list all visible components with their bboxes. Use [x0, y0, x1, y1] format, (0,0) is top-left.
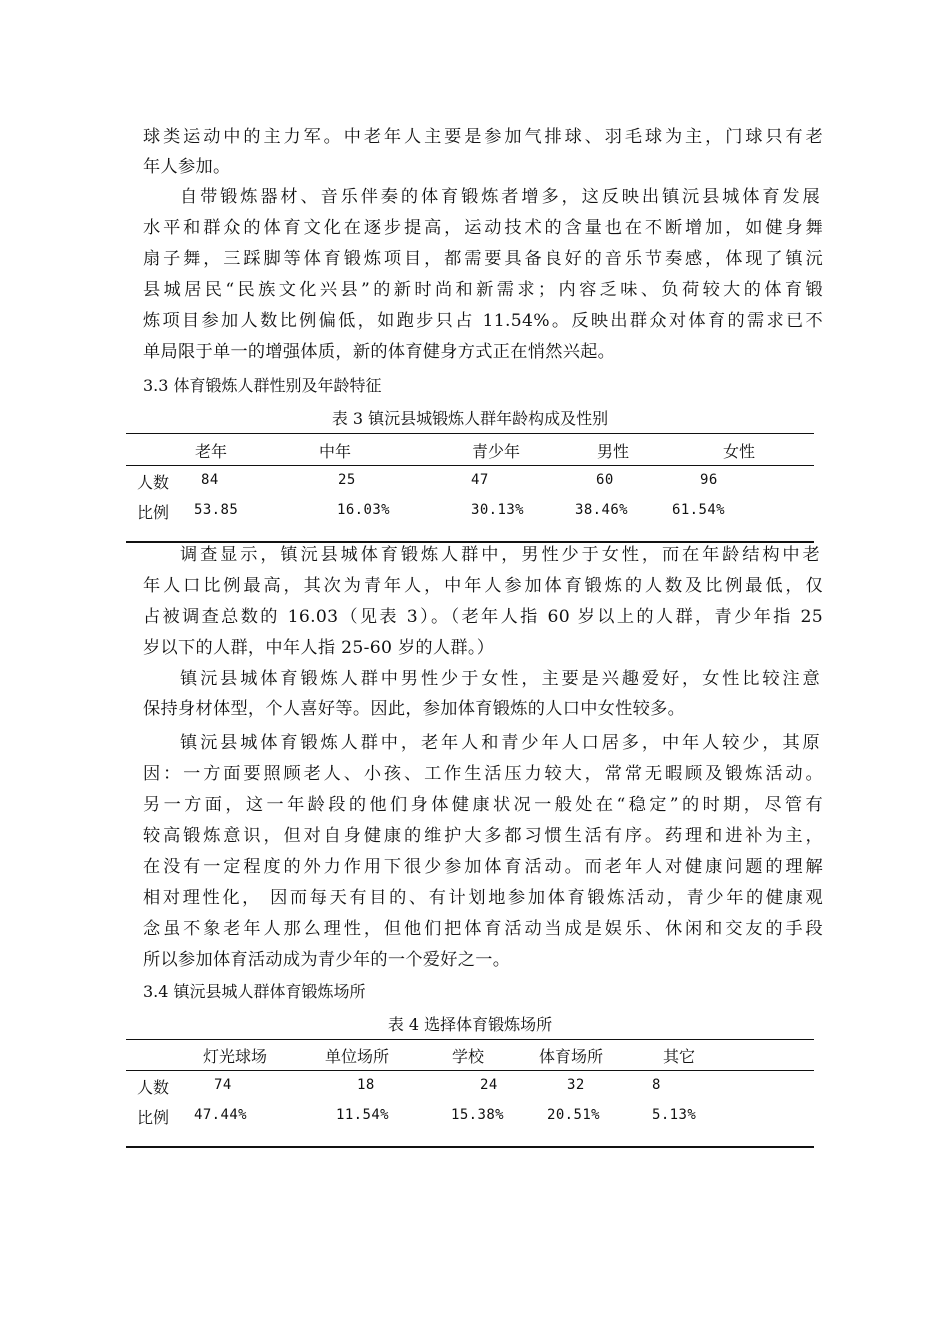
table-4-header-cell: 灯光球场 — [203, 1047, 268, 1066]
paragraph-5-line-6: 相对理性化， 因而每天有目的、有计划地参加体育锻炼活动，青少年的健康观 — [143, 888, 823, 908]
table-3-cell: 61.54% — [672, 502, 725, 518]
table-3-header-cell: 女性 — [723, 442, 756, 461]
table-4-cell: 15.38% — [451, 1107, 504, 1123]
paragraph-5-line-8: 所以参加体育活动成为青少年的一个爱好之一。 — [143, 950, 511, 970]
table-4-cell: 5.13% — [652, 1107, 697, 1123]
table-3-cell: 84 — [201, 472, 219, 488]
table-3-row-label: 人数 — [137, 473, 170, 492]
table-4-cell: 11.54% — [336, 1107, 389, 1123]
table-3-cell: 30.13% — [471, 502, 524, 518]
paragraph-2-line-6: 单局限于单一的增强体质，新的体育健身方式正在悄然兴起。 — [143, 342, 616, 362]
paragraph-2-line-5: 炼项目参加人数比例偏低，如跑步只占 11.54%。反映出群众对体育的需求已不 — [143, 311, 823, 331]
table-3-cell: 38.46% — [575, 502, 628, 518]
table-3-header-cell: 中年 — [319, 442, 352, 461]
table-4-cell: 24 — [480, 1077, 498, 1093]
paragraph-5-line-7: 念虽不象老年人那么理性，但他们把体育活动当成是娱乐、休闲和交友的手段 — [143, 919, 823, 939]
paragraph-3-line-1: 调查显示，镇沅县城体育锻炼人群中，男性少于女性，而在年龄结构中老 — [180, 545, 820, 565]
table-4-cell: 20.51% — [547, 1107, 600, 1123]
table-3-header-cell: 青少年 — [472, 442, 521, 461]
table-4-cell: 74 — [214, 1077, 232, 1093]
paragraph-5-line-3: 另一方面，这一年龄段的他们身体健康状况一般处在“稳定”的时期，尽管有 — [143, 795, 823, 815]
table-4-header-cell: 学校 — [452, 1047, 485, 1066]
paragraph-3-line-2: 年人口比例最高，其次为青年人，中年人参加体育锻炼的人数及比例最低，仅 — [143, 576, 823, 596]
paragraph-5-line-1: 镇沅县城体育锻炼人群中，老年人和青少年人口居多，中年人较少，其原 — [180, 733, 820, 753]
paragraph-2-line-2: 水平和群众的体育文化在逐步提高，运动技术的含量也在不断增加，如健身舞 — [143, 218, 823, 238]
paragraph-5-line-4: 较高锻炼意识，但对自身健康的维护大多都习惯生活有序。药理和进补为主， — [143, 826, 823, 846]
table-4-header-cell: 其它 — [663, 1047, 696, 1066]
table-3-top-rule — [126, 433, 814, 434]
section-heading-3-4: 3.4 镇沅县城人群体育锻炼场所 — [143, 982, 366, 1001]
table-4-cell: 32 — [567, 1077, 585, 1093]
table-3-cell: 60 — [596, 472, 614, 488]
table-3-cell: 53.85 — [194, 502, 239, 518]
table-3-cell: 47 — [471, 472, 489, 488]
table-4-cell: 47.44% — [194, 1107, 247, 1123]
table-4-bottom-rule — [126, 1146, 814, 1148]
table-4-header-cell: 体育场所 — [539, 1047, 604, 1066]
table-3-bottom-rule — [126, 541, 814, 543]
table-4-header-rule — [126, 1070, 814, 1071]
table-4-cell: 8 — [652, 1077, 661, 1093]
paragraph-2-line-1: 自带锻炼器材、音乐伴奏的体育锻炼者增多，这反映出镇沅县城体育发展 — [180, 187, 820, 207]
paragraph-3-line-4: 岁以下的人群，中年人指 25-60 岁的人群。） — [143, 638, 495, 658]
table-3-caption: 表 3 镇沅县城锻炼人群年龄构成及性别 — [331, 409, 609, 428]
table-3-cell: 25 — [338, 472, 356, 488]
table-3-cell: 96 — [700, 472, 718, 488]
paragraph-5-line-5: 在没有一定程度的外力作用下很少参加体育活动。而老年人对健康问题的理解 — [143, 857, 823, 877]
paragraph-1-line-1: 球类运动中的主力军。中老年人主要是参加气排球、羽毛球为主，门球只有老 — [143, 127, 823, 147]
paragraph-2-line-4: 县城居民“民族文化兴县”的新时尚和新需求；内容乏味、负荷较大的体育锻 — [143, 280, 823, 300]
paragraph-1-line-2: 年人参加。 — [143, 157, 231, 177]
paragraph-5-line-2: 因：一方面要照顾老人、小孩、工作生活压力较大，常常无暇顾及锻炼活动。 — [143, 764, 823, 784]
section-heading-3-3: 3.3 体育锻炼人群性别及年龄特征 — [143, 376, 382, 395]
table-3-header-cell: 老年 — [195, 442, 228, 461]
paragraph-3-line-3: 占被调查总数的 16.03（见表 3）。（老年人指 60 岁以上的人群，青少年指 25 — [143, 607, 823, 627]
table-4-caption: 表 4 选择体育锻炼场所 — [387, 1015, 553, 1034]
paragraph-2-line-3: 扇子舞，三踩脚等体育锻炼项目，都需要具备良好的音乐节奏感，体现了镇沅 — [143, 249, 823, 269]
paragraph-4-line-2: 保持身材体型，个人喜好等。因此，参加体育锻炼的人口中女性较多。 — [143, 699, 686, 719]
table-4-top-rule — [126, 1039, 814, 1040]
table-4-cell: 18 — [357, 1077, 375, 1093]
table-4-row-label: 人数 — [137, 1078, 170, 1097]
table-4-row-label: 比例 — [137, 1108, 170, 1127]
table-3-header-cell: 男性 — [597, 442, 630, 461]
table-3-header-rule — [126, 465, 814, 466]
paragraph-4-line-1: 镇沅县城体育锻炼人群中男性少于女性，主要是兴趣爱好，女性比较注意 — [180, 669, 820, 689]
table-3-row-label: 比例 — [137, 503, 170, 522]
table-3-cell: 16.03% — [337, 502, 390, 518]
table-4-header-cell: 单位场所 — [325, 1047, 390, 1066]
